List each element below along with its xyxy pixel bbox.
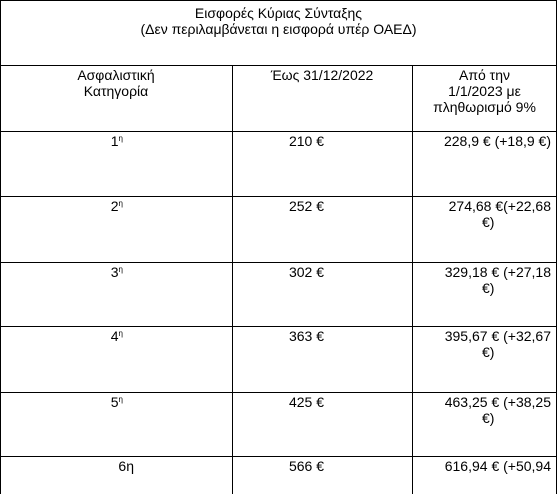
header-category-line-2: Κατηγορία — [83, 83, 149, 99]
row-category — [0, 264, 123, 280]
row-until-value: 302 € — [288, 264, 324, 280]
header-from-line-2: 1/1/2023 με — [448, 83, 521, 99]
table-title — [0, 5, 557, 37]
category-ordinal-suffix: η — [118, 199, 123, 208]
table-rule — [0, 131, 557, 132]
header-category-line-1: Ασφαλιστική — [77, 67, 155, 83]
category-number: 3 — [110, 264, 119, 280]
header-category — [0, 67, 232, 99]
from-value-line-1: 395,67 € (+32,67 — [444, 328, 551, 344]
category-number: 4 — [110, 328, 119, 344]
row-category — [0, 394, 123, 410]
header-until-text: Έως 31/12/2022 — [270, 67, 374, 83]
category-ordinal-suffix: η — [118, 395, 123, 404]
row-from-value — [412, 133, 551, 149]
header-from-line-3: πληθωρισμό 9% — [433, 99, 536, 115]
from-value-line-1: 228,9 € (+18,9 €) — [443, 133, 551, 149]
category-number: 5 — [110, 394, 119, 410]
table-rule — [0, 196, 557, 197]
header-from-line-1: Από την — [459, 67, 510, 83]
category-number: 2 — [110, 198, 119, 214]
row-category — [0, 198, 123, 214]
row-category — [0, 458, 134, 474]
table-rule — [0, 392, 557, 393]
row-from-value — [412, 198, 551, 230]
from-value-line-2: €) — [482, 214, 495, 230]
table-rule — [0, 65, 557, 66]
from-value-line-1: 329,18 € (+27,18 — [444, 264, 551, 280]
row-category — [0, 133, 123, 149]
header-until — [232, 67, 412, 83]
from-value-line-2: €) — [482, 344, 495, 360]
row-from-value — [412, 264, 551, 296]
row-from-value — [412, 458, 551, 474]
table-rule — [0, 326, 557, 327]
table-rule — [0, 456, 557, 457]
category-ordinal-suffix: η — [118, 265, 123, 274]
row-until-value: 363 € — [288, 328, 324, 344]
row-until-value: 566 € — [288, 458, 324, 474]
row-from-value — [412, 394, 551, 426]
table-rule — [0, 262, 557, 263]
row-from-value — [412, 328, 551, 360]
from-value-line-1: 616,94 € (+50,94 — [444, 458, 551, 474]
row-until-value: 252 € — [288, 198, 324, 214]
title-line-2: (Δεν περιλαμβάνεται η εισφορά υπέρ ΟΑΕΔ) — [140, 21, 417, 37]
from-value-line-2: €) — [482, 280, 495, 296]
row-until-value: 210 € — [288, 133, 324, 149]
from-value-line-1: 274,68 €(+22,68 — [448, 198, 551, 214]
from-value-line-1: 463,25 € (+38,25 — [444, 394, 551, 410]
category-number: 6η — [118, 458, 134, 474]
row-until-value: 425 € — [288, 394, 324, 410]
row-category — [0, 328, 123, 344]
header-from — [412, 67, 557, 115]
from-value-line-2: €) — [482, 410, 495, 426]
category-ordinal-suffix: η — [118, 329, 123, 338]
category-ordinal-suffix: η — [118, 134, 123, 143]
category-number: 1 — [110, 133, 119, 149]
title-line-1: Εισφορές Κύριας Σύνταξης — [194, 5, 363, 21]
